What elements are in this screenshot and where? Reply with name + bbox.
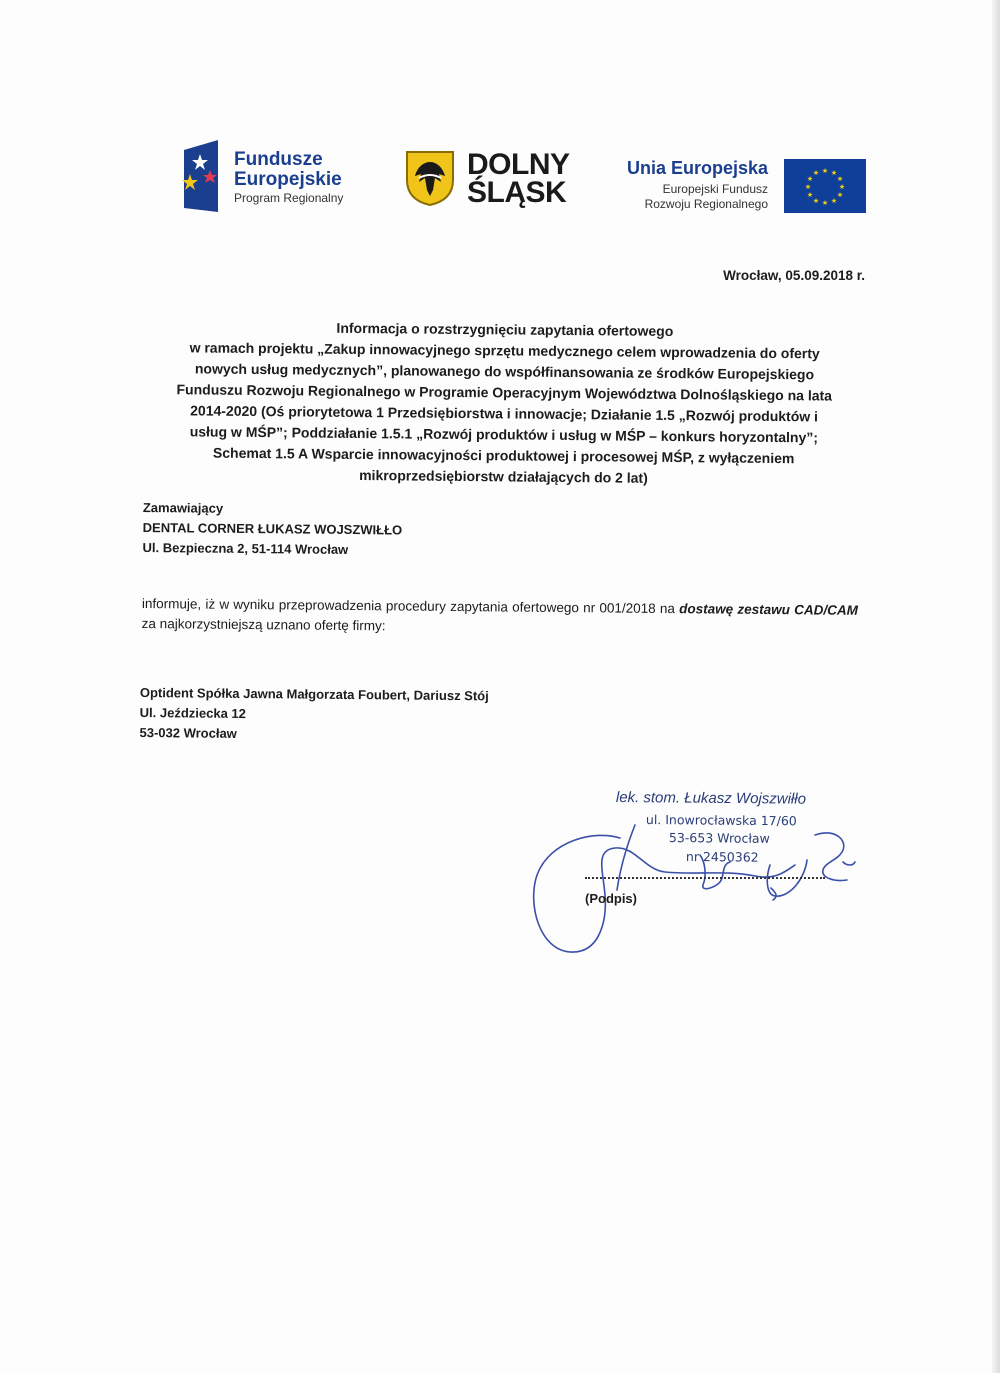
orderer-address: Ul. Bezpieczna 2, 51-114 Wrocław [142, 539, 349, 557]
svg-text:★: ★ [838, 183, 846, 191]
winner-block [139, 683, 488, 746]
body-text-part1: informuje, iż w wyniku przeprowadzenia procedury zapytania ofertowego nr 001/2018 na [141, 595, 680, 617]
unia-europejska-logo [620, 155, 870, 217]
signature-line [585, 877, 825, 879]
scan-edge-shadow [992, 0, 1000, 1373]
stamp-name: lek. stom. Łukasz Wojszwiłło [615, 789, 807, 808]
svg-text:★: ★ [812, 197, 820, 205]
heading-line: nowych usług medycznych”, planowanego do współfinansowania ze środków Europejskiego [194, 360, 815, 383]
svg-text:★: ★ [821, 167, 829, 175]
winner-street: Ul. Jeździecka 12 [139, 704, 247, 722]
unia-subtitle: Europejski Fundusz Rozwoju Regionalnego [644, 182, 768, 211]
svg-text:★: ★ [836, 175, 844, 183]
dolny-slask-coat-of-arms-icon [405, 150, 455, 206]
heading-line: Informacja o rozstrzygnięciu zapytania ofertowego [336, 319, 674, 340]
signature-label: (Podpis) [585, 891, 637, 906]
svg-text:★: ★ [830, 169, 838, 177]
decision-paragraph [142, 594, 858, 641]
handwritten-signature [525, 800, 865, 960]
orderer-name: DENTAL CORNER ŁUKASZ WOJSZWIŁŁO [142, 519, 403, 538]
orderer-label: Zamawiający [142, 499, 224, 516]
svg-text:★: ★ [804, 183, 812, 191]
winner-city: 53-032 Wrocław [139, 724, 237, 741]
heading-line: 2014-2020 (Oś priorytetowa 1 Przedsiębiorstwa i innowacje; Działanie 1.5 „Rozwój produktów i [190, 402, 819, 425]
orderer-block [142, 498, 402, 560]
svg-text:★: ★ [806, 191, 814, 199]
svg-text:★: ★ [821, 199, 829, 207]
document-date: Wrocław, 05.09.2018 r. [723, 268, 865, 283]
unia-title: Unia Europejska [626, 158, 768, 178]
dolny-slask-line2: ŚLĄSK [467, 176, 567, 209]
heading-line: Schemat 1.5 A Wsparcie innowacyjności produktowej i procesowej MŚP, z wyłączeniem [212, 444, 795, 467]
svg-text:★: ★ [806, 175, 814, 183]
dolny-slask-logo [405, 150, 590, 212]
fundusze-europejskie-logo [180, 140, 370, 212]
svg-text:★: ★ [836, 191, 844, 199]
body-text-part2: za najkorzystniejszą uznano ofertę firmy: [141, 615, 386, 634]
fundusze-subtitle: Program Regionalny [234, 191, 344, 205]
stamp-nr: nr 2450362 [685, 849, 759, 865]
fundusze-title: Fundusze Europejskie [234, 149, 342, 190]
stamp-city: 53-653 Wrocław [668, 830, 770, 846]
heading-line: w ramach projektu „Zakup innowacyjnego sprzętu medycznego celem wprowadzenia do oferty [189, 339, 820, 362]
heading-line: Funduszu Rozwoju Regionalnego w Programie Operacyjnym Województwa Dolnośląskiego na lata [176, 381, 833, 404]
document-heading [148, 316, 860, 491]
fundusze-europejskie-emblem-icon [180, 140, 222, 212]
dolny-slask-line1: DOLNY [467, 148, 570, 181]
svg-text:★: ★ [812, 169, 820, 177]
heading-line: mikroprzedsiębiorstw działających do 2 lat) [359, 467, 648, 486]
svg-text:★: ★ [830, 197, 838, 205]
stamp-address: ul. Inowrocławska 17/60 [645, 812, 797, 829]
winner-name: Optident Spółka Jawna Małgorzata Foubert, Dariusz Stój [139, 684, 489, 704]
eu-flag-icon [784, 159, 866, 213]
heading-line: usług w MŚP”; Poddziałanie 1.5.1 „Rozwój produktów i usług w MŚP – konkurs horyzontalny”; [189, 423, 819, 446]
body-emphasis: dostawę zestawu CAD/CAM [679, 601, 858, 618]
